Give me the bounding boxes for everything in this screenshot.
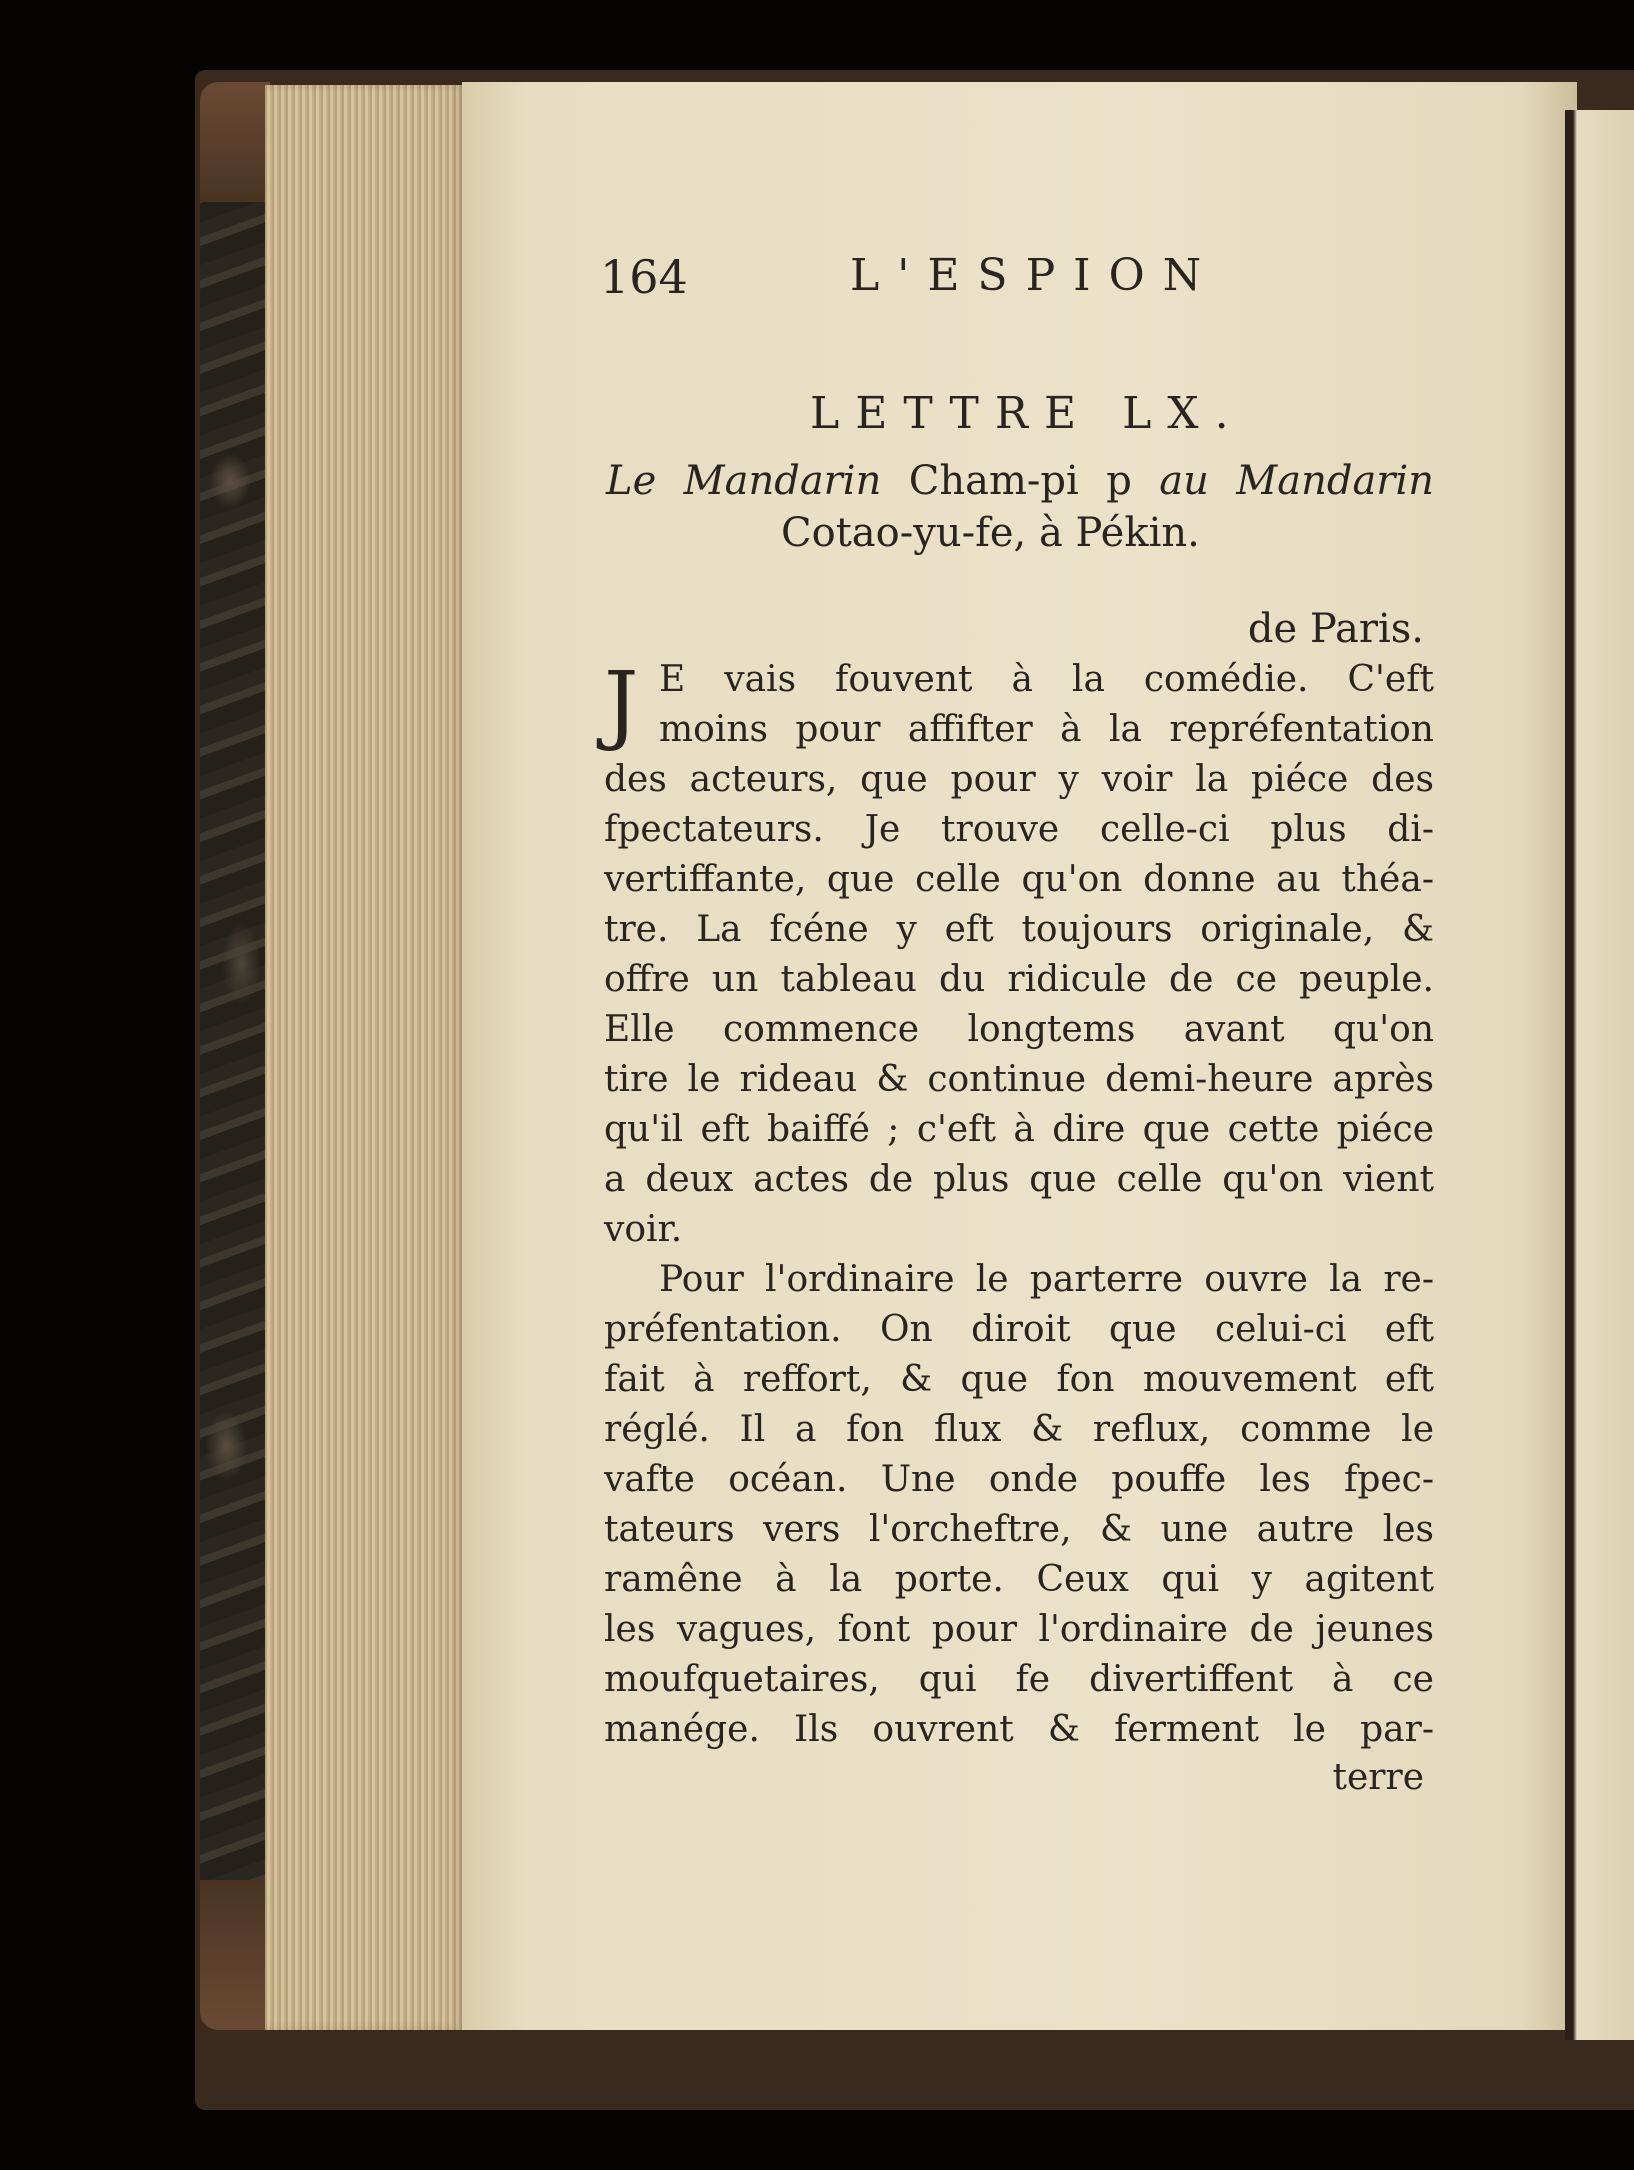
text-line: tire le rideau & continue demi-heure après <box>604 1059 1434 1100</box>
text-line: ramêne à la porte. Ceux qui y agitent <box>604 1559 1434 1600</box>
text-line: réglé. Il a fon flux & reflux, comme le <box>604 1409 1434 1450</box>
catchword: terre <box>1332 1757 1424 1798</box>
page-edges <box>265 85 465 2030</box>
text-line: fpectateurs. Je trouve celle-ci plus di- <box>604 809 1434 850</box>
text-line: Pour l'ordinaire le parterre ouvre la re- <box>659 1259 1434 1300</box>
text-line: fait à reffort, & que fon mouvement eft <box>604 1359 1434 1400</box>
text-line: vertiffante, que celle qu'on donne au théa- <box>604 859 1434 900</box>
address-sender-name: Cham-pi p <box>908 458 1132 504</box>
text-line: offre un tableau du ridicule de ce peuple. <box>604 959 1434 1000</box>
letter-body <box>604 655 1434 1755</box>
address-recipient-title: au Mandarin <box>1159 458 1434 504</box>
letter-address <box>606 455 1434 559</box>
facing-page-edge <box>1565 110 1634 2040</box>
address-line-2: Cotao-yu-fe, à Pékin. <box>781 510 1200 556</box>
text-line: tateurs vers l'orcheftre, & une autre les <box>604 1509 1434 1550</box>
text-line: tre. La fcéne y eft toujours originale, & <box>604 909 1434 950</box>
drop-cap: J <box>604 654 639 754</box>
address-line-1 <box>606 455 1434 507</box>
page-number: 164 <box>600 250 688 304</box>
text-line: préfentation. On diroit que celui-ci eft <box>604 1309 1434 1350</box>
letter-title: LETTRE LX. <box>810 388 1245 439</box>
paragraph-1 <box>604 655 1434 1255</box>
place-line: de Paris. <box>1247 606 1424 652</box>
text-line: qu'il eft baiffé ; c'eft à dire que cette piéce <box>604 1109 1434 1150</box>
text-line: voir. <box>604 1209 683 1250</box>
text-line: Elle commence longtems avant qu'on <box>604 1009 1434 1050</box>
text-line: vafte océan. Une onde pouffe les fpec- <box>604 1459 1434 1500</box>
text-line: des acteurs, que pour y voir la piéce des <box>604 759 1434 800</box>
leather-corner-bottom <box>200 1880 270 2030</box>
leather-corner-top <box>200 82 270 202</box>
text-line: les vagues, font pour l'ordinaire de jeunes <box>604 1609 1434 1650</box>
text-line: moufquetaires, qui fe divertiffent à ce <box>604 1659 1434 1700</box>
text-line: E vais fouvent à la comédie. C'eft <box>659 659 1434 700</box>
text-line: a deux actes de plus que celle qu'on vient <box>604 1159 1434 1200</box>
address-sender-title: Le Mandarin <box>606 458 882 504</box>
marbled-binding <box>200 95 275 2025</box>
text-line: moins pour affifter à la repréfentation <box>659 709 1434 750</box>
paragraph-2 <box>604 1255 1434 1755</box>
running-head: L'ESPION <box>850 250 1220 301</box>
text-line: manége. Ils ouvrent & ferment le par- <box>604 1709 1434 1750</box>
page-header <box>600 250 1460 310</box>
